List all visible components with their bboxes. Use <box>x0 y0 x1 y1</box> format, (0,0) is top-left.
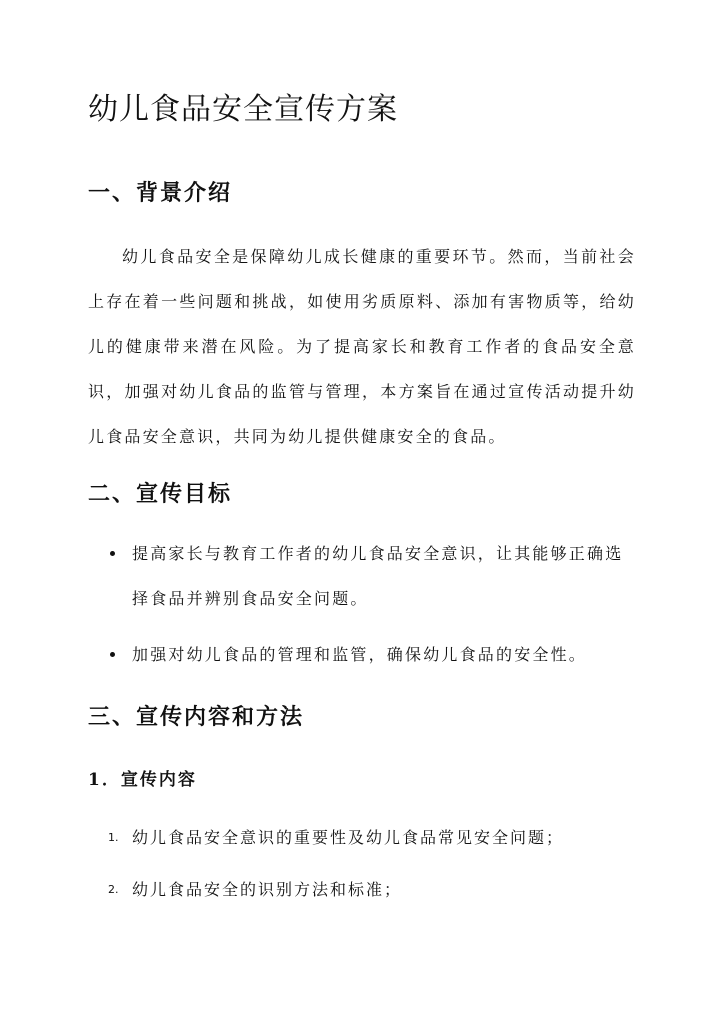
section-heading-background: 一、背景介绍 <box>88 180 233 206</box>
bullet-icon <box>110 652 115 657</box>
bullet-icon <box>110 551 115 556</box>
list-number: 2. <box>108 883 119 896</box>
list-number: 1. <box>108 831 119 844</box>
goals-list-item <box>88 632 636 677</box>
content-list-item-text: 幼儿食品安全意识的重要性及幼儿食品常见安全问题； <box>132 828 565 847</box>
content-list-item-text: 幼儿食品安全的识别方法和标准； <box>132 880 403 899</box>
section-heading-content-methods: 三、宣传内容和方法 <box>88 704 305 730</box>
goals-list-item <box>88 531 636 621</box>
background-paragraph: 幼儿食品安全是保障幼儿成长健康的重要环节。然而，当前社会上存在着一些问题和挑战，如使用劣质原料、添加有害物质等，给幼儿的健康带来潜在风险。为了提高家长和教育工作者的食品安全意识，加强对幼儿食品的监管与管理，本方案旨在通过宣传活动提升幼儿食品安全意识，共同为幼儿提供健康安全的食品。 <box>88 247 636 446</box>
subheading-content: 1．宣传内容 <box>88 770 197 790</box>
content-list <box>88 826 636 902</box>
content-list-item <box>88 826 636 850</box>
goals-list <box>88 531 636 677</box>
goals-list-item-text: 加强对幼儿食品的管理和监管，确保幼儿食品的安全性。 <box>132 645 588 664</box>
section-heading-goals: 二、宣传目标 <box>88 481 233 507</box>
content-list-item <box>88 878 636 902</box>
document-title: 幼儿食品安全宣传方案 <box>88 92 398 127</box>
goals-list-item-text: 提高家长与教育工作者的幼儿食品安全意识，让其能够正确选择食品并辨别食品安全问题。 <box>132 544 624 608</box>
